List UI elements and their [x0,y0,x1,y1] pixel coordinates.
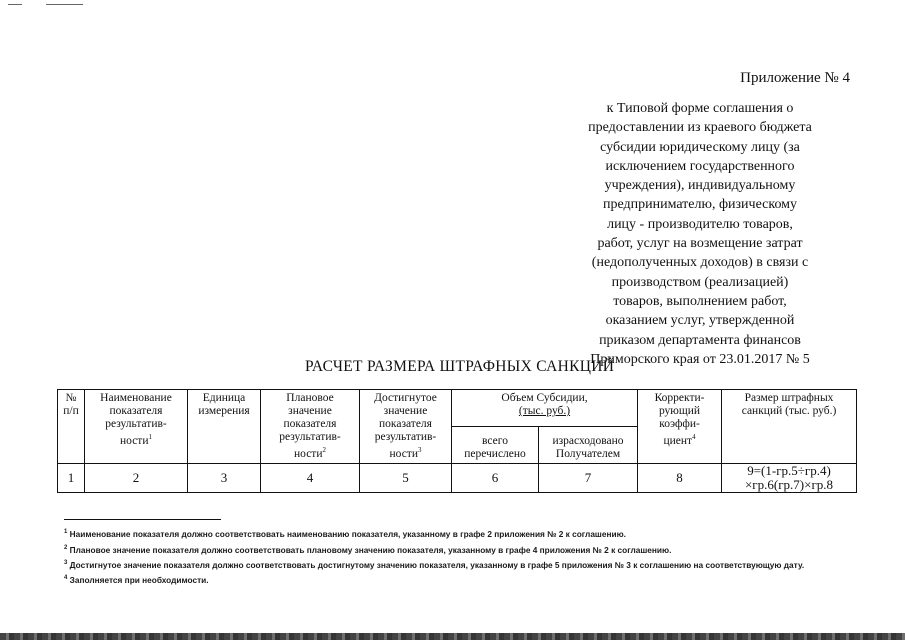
appendix-line: предоставлении из краевого бюджета [588,120,812,136]
cell-col-4: 4 [261,463,360,492]
appendix-line: исключением государственного [605,158,795,174]
appendix-line: предпринимателю, физическому [602,197,798,213]
appendix-line: приказом департамента финансов [599,332,801,348]
appendix-line: Приморского края от 23.01.2017 № 5 [590,351,810,367]
header-planned-value: Плановое значение показателя результатив- ности$^2$ [261,390,360,464]
appendix-title: Приложение № 4 [740,70,850,86]
header-penalty-amount: Размер штрафных санкций (тыс. руб.) [722,390,857,464]
appendix-header [550,70,850,369]
header-subsidy-volume: Объем Субсидии, (тыс. руб.) [452,390,638,427]
scan-bottom-edge [0,633,905,640]
penalty-table [57,389,857,493]
header-unit: Единица измерения [188,390,261,464]
footnote: $^2$ Плановое значение показателя должно соответствовать плановому значению показателя, указанному в графе 4 приложения № 2 к соглашению. [64,544,672,555]
cell-col-7: 7 [539,463,638,492]
appendix-line: товаров, выполнением работ, [613,293,787,309]
cell-col-5: 5 [360,463,452,492]
appendix-line: к Типовой форме соглашения о [606,101,794,116]
appendix-line: оказанием услуг, утвержденной [605,313,795,329]
header-number: № п/п [58,390,85,464]
table-row [58,463,857,492]
appendix-line: производством (реализацией) [611,274,789,290]
footnote-divider [64,519,221,520]
header-indicator-name: Наименование показателя результатив- ности$^1$ [85,390,188,464]
header-total-transferred: всего перечислено [452,426,539,463]
header-achieved-value: Достигнутое значение показателя результатив- ности$^3$ [360,390,452,464]
cell-col-1: 1 [58,463,85,492]
appendix-line: учреждения), индивидуальному [604,178,796,194]
header-spent-by-recipient: израсходовано Получателем [539,426,638,463]
cell-col-8: 8 [638,463,722,492]
header-correction-coefficient: Корректи- рующий коэффи- циент$^4$ [638,390,722,464]
footnotes [64,527,854,588]
appendix-line: (недополученных доходов) в связи с [591,255,809,271]
appendix-line: лицу - производителю товаров, [607,216,793,232]
cell-col-9-formula: 9=(1-гр.5÷гр.4) ×гр.6(гр.7)×гр.8 [722,463,857,492]
cell-col-3: 3 [188,463,261,492]
document-title: РАСЧЕТ РАЗМЕРА ШТРАФНЫХ САНКЦИЙ [305,358,615,375]
cell-col-2: 2 [85,463,188,492]
top-scan-marks [8,4,83,7]
appendix-line: субсидии юридическому лицу (за [600,139,800,155]
table-header-row [58,390,857,427]
appendix-body [550,99,850,369]
footnote: $^1$ Наименование показателя должно соответствовать наименованию показателя, указанному в графе 2 приложения № 2 к соглашению. [64,528,626,539]
footnote: $^4$ Заполняется при необходимости. [64,574,209,585]
footnote: $^3$ Достигнутое значение показателя должно соответствовать достигнутому значению показателя, указанному в графе 5 приложения № 3 к соглашению на соответствующую дату. [64,559,805,570]
cell-col-6: 6 [452,463,539,492]
appendix-line: работ, услуг на возмещение затрат [597,236,803,252]
